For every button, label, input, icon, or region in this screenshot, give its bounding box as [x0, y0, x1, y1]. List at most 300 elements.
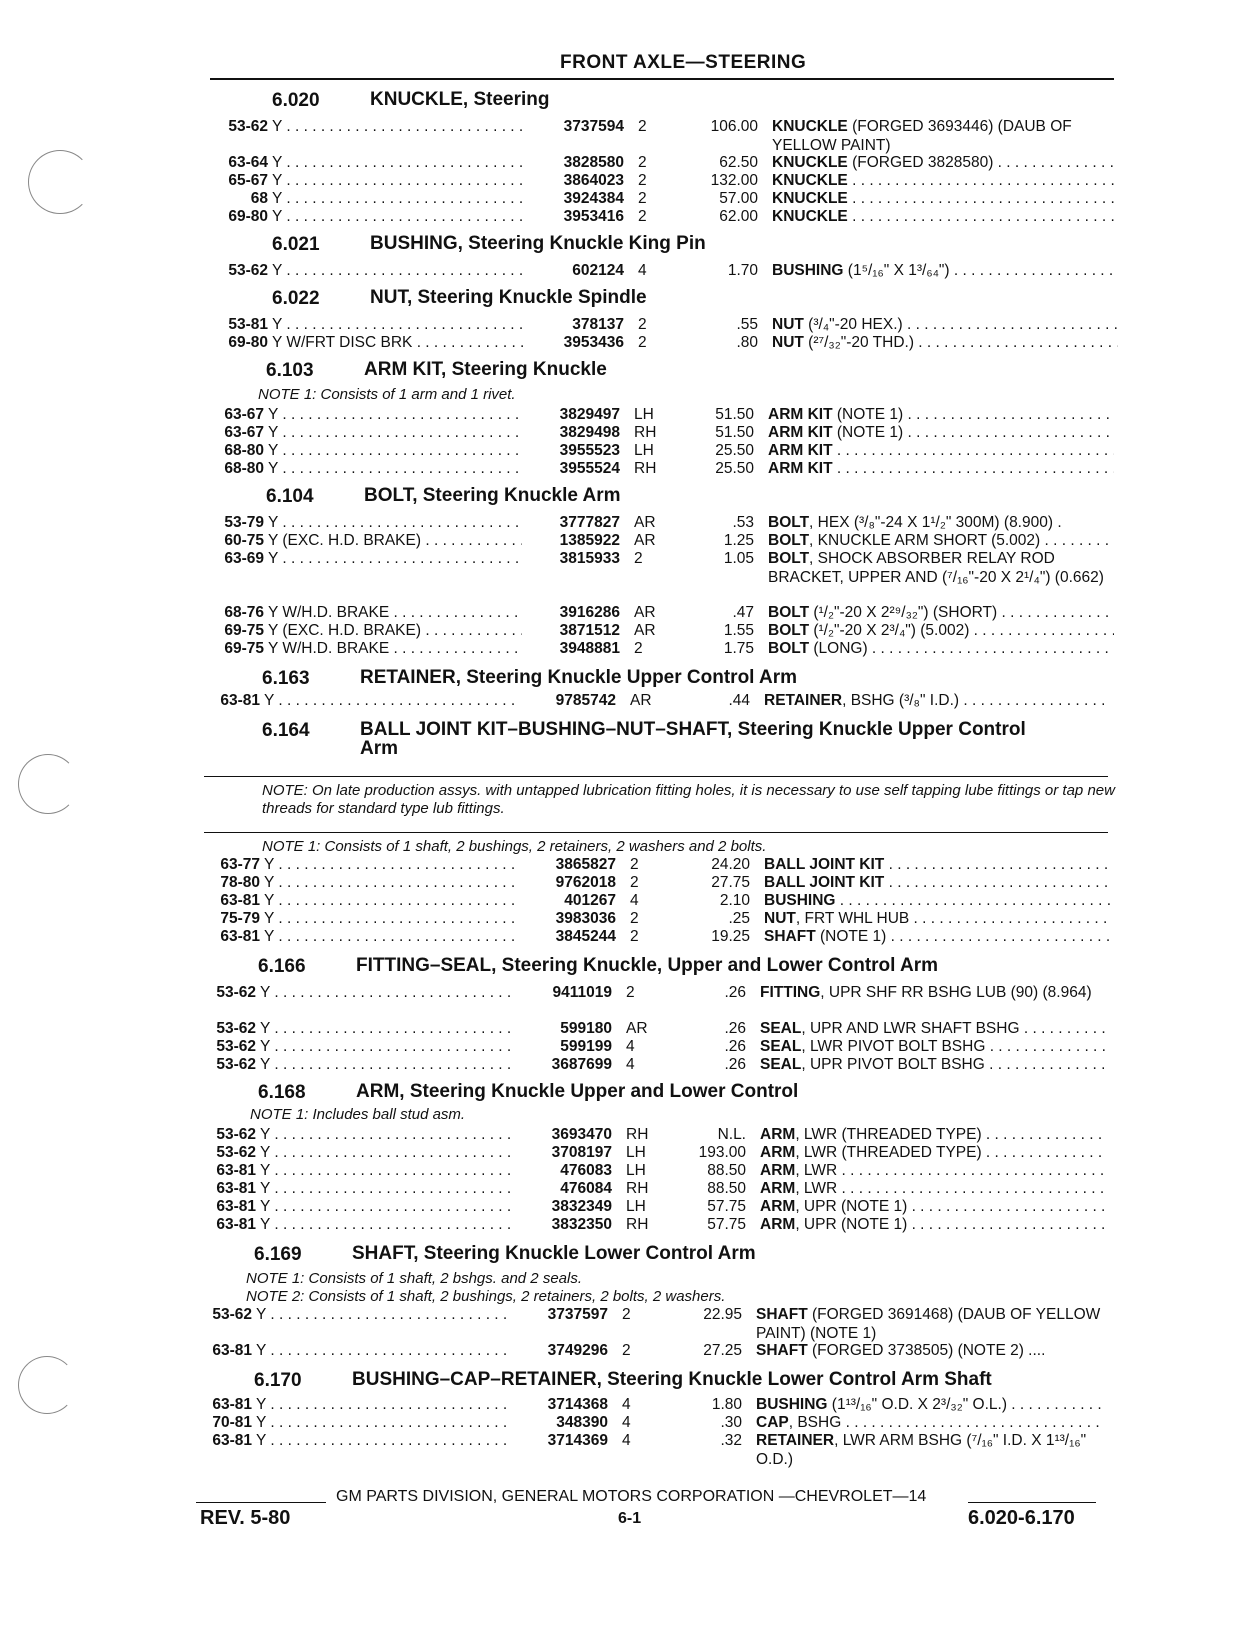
model-years: 60-75: [224, 532, 264, 549]
parts-row: [206, 316, 1126, 335]
model-years: 53-62: [216, 1144, 256, 1161]
quantity: LH: [626, 1162, 646, 1179]
parts-row: [202, 550, 1122, 586]
part-description: [768, 640, 1114, 659]
list-price: .47: [732, 604, 754, 621]
parts-row: [202, 514, 1122, 533]
part-description: [760, 1056, 1106, 1075]
part-description: [760, 984, 1106, 1003]
part-name: BOLT: [768, 550, 810, 567]
part-name: BOLT: [768, 514, 810, 531]
quantity: 4: [630, 892, 639, 909]
part-name: SEAL: [760, 1056, 802, 1073]
part-number: 3708197: [551, 1144, 612, 1161]
part-spec: (1¹³/₁₆" O.D. X 2³/₃₂" O.L.): [827, 1396, 1007, 1413]
model-applicability: Y . . .: [264, 928, 518, 947]
parts-row: [202, 532, 1122, 551]
part-name: SHAFT: [756, 1342, 808, 1359]
list-price: 51.50: [715, 406, 754, 423]
model-applicability: Y . . .: [268, 550, 522, 569]
model-applicability: Y . . .: [272, 190, 526, 209]
part-name: ARM KIT: [768, 460, 833, 477]
quantity: 2: [630, 910, 639, 927]
model-applicability: Y . . .: [272, 316, 526, 335]
part-name: BOLT: [768, 622, 810, 639]
quantity: AR: [626, 1020, 648, 1037]
part-spec: , UPR PIVOT BOLT BSHG: [801, 1056, 985, 1073]
part-name: ARM: [760, 1180, 796, 1197]
model-years: 69-75: [224, 622, 264, 639]
quantity: RH: [626, 1180, 649, 1197]
parts-row: [198, 928, 1118, 947]
part-name: BOLT: [768, 604, 810, 621]
quantity: 2: [622, 1342, 631, 1359]
page-title: FRONT AXLE—STEERING: [560, 52, 807, 73]
section-number: 6.164: [262, 720, 310, 741]
part-spec: (²⁷/₃₂"-20 THD.): [803, 334, 914, 351]
list-price: 27.25: [703, 1342, 742, 1359]
part-description: [772, 334, 1118, 353]
model-years: 68-80: [224, 442, 264, 459]
part-description: [764, 910, 1110, 929]
part-spec: , LWR PIVOT BOLT BSHG: [801, 1038, 986, 1055]
model-years: 53-79: [224, 514, 264, 531]
parts-row: [194, 1126, 1114, 1145]
list-price: .26: [724, 984, 746, 1001]
part-name: ARM KIT: [768, 406, 833, 423]
section-header: [262, 668, 797, 690]
model-applicability: Y . . .: [260, 1162, 514, 1181]
model-years: 63-81: [216, 1162, 256, 1179]
section-number: 6.104: [266, 486, 314, 507]
parts-row: [206, 154, 1126, 173]
part-name: KNUCKLE: [772, 154, 848, 171]
quantity: 2: [638, 118, 647, 135]
part-description: [772, 316, 1118, 335]
section-number: 6.021: [272, 234, 320, 255]
parts-row: [198, 910, 1118, 929]
part-spec: , KNUCKLE ARM SHORT (5.002): [809, 532, 1041, 549]
quantity: 2: [638, 154, 647, 171]
model-applicability: Y (EXC. H.D. BRAKE) . . .: [268, 622, 522, 641]
model-applicability: Y . . .: [272, 118, 526, 137]
parts-row: [206, 190, 1126, 209]
part-name: SEAL: [760, 1038, 802, 1055]
part-name: NUT: [764, 910, 796, 927]
part-number: 3714369: [547, 1432, 608, 1449]
part-description: [756, 1432, 1102, 1469]
part-name: RETAINER: [764, 692, 843, 709]
part-name: RETAINER: [756, 1432, 835, 1449]
section-range: 6.020-6.170: [968, 1507, 1075, 1529]
model-years: 63-81: [220, 692, 260, 709]
part-description: [768, 442, 1114, 461]
part-description: [764, 892, 1110, 911]
parts-row: [194, 1020, 1114, 1039]
part-description: [760, 1162, 1106, 1181]
part-spec: (¹/₂"-20 X 2³/₄") (5.002): [809, 622, 970, 639]
part-description: [760, 1180, 1106, 1199]
part-spec: , UPR AND LWR SHAFT BSHG: [801, 1020, 1020, 1037]
part-spec: (FORGED 3828580): [847, 154, 994, 171]
parts-row: [194, 1162, 1114, 1181]
part-number: 3916286: [559, 604, 620, 621]
model-years: 69-80: [228, 334, 268, 351]
model-applicability: Y . . .: [256, 1432, 510, 1451]
list-price: 2.10: [719, 892, 750, 909]
model-years: 63-81: [212, 1396, 252, 1413]
model-years: 63-81: [216, 1198, 256, 1215]
section-note: NOTE 1: Consists of 1 shaft, 2 bshgs. and 2 seals.: [246, 1270, 582, 1287]
model-applicability: Y . . .: [260, 1126, 514, 1145]
quantity: 4: [638, 262, 647, 279]
parts-row: [202, 442, 1122, 461]
part-number: 3829497: [559, 406, 620, 423]
quantity: RH: [634, 460, 657, 477]
list-price: .80: [736, 334, 758, 351]
section-header: [266, 486, 621, 508]
model-applicability: Y . . .: [260, 1056, 514, 1075]
section-title: KNUCKLE, Steering: [370, 89, 550, 110]
part-name: ARM KIT: [768, 442, 833, 459]
part-name: KNUCKLE: [772, 208, 848, 225]
part-spec: , UPR SHF RR BSHG LUB (90) (8.964): [820, 984, 1092, 1001]
parts-row: [202, 622, 1122, 641]
model-years: 69-75: [224, 640, 264, 657]
part-name: KNUCKLE: [772, 118, 848, 135]
quantity: 2: [638, 334, 647, 351]
part-description: [756, 1414, 1102, 1433]
quantity: 4: [626, 1038, 635, 1055]
quantity: 2: [622, 1306, 631, 1323]
punch-hole-mark: [18, 1356, 76, 1414]
part-number: 3737594: [563, 118, 624, 135]
model-applicability: Y . . .: [268, 460, 522, 479]
quantity: 2: [630, 928, 639, 945]
list-price: 22.95: [703, 1306, 742, 1323]
page-number: 6-1: [618, 1510, 642, 1527]
part-name: BOLT: [768, 640, 810, 657]
quantity: AR: [634, 622, 656, 639]
quantity: 4: [622, 1396, 631, 1413]
model-applicability: Y . . .: [268, 442, 522, 461]
model-applicability: Y . . .: [268, 406, 522, 425]
section-title: ARM KIT, Steering Knuckle: [364, 359, 607, 380]
section-title: RETAINER, Steering Knuckle Upper Control Arm: [360, 667, 798, 688]
part-spec: (NOTE 1): [832, 406, 904, 423]
parts-row: [194, 1216, 1114, 1235]
model-applicability: Y . . .: [260, 1180, 514, 1199]
part-number: 3871512: [559, 622, 620, 639]
model-applicability: Y . . .: [260, 1144, 514, 1163]
model-years: 63-81: [212, 1432, 252, 1449]
section-note: NOTE 2: Consists of 1 shaft, 2 bushings, 2 retainers, 2 bolts, 2 washers.: [246, 1288, 726, 1305]
quantity: AR: [634, 532, 656, 549]
parts-row: [198, 892, 1118, 911]
model-years: 53-62: [212, 1306, 252, 1323]
parts-row: [206, 262, 1126, 281]
part-description: [772, 172, 1118, 191]
quantity: AR: [630, 692, 652, 709]
section-number: 6.170: [254, 1370, 302, 1391]
model-years: 53-62: [228, 262, 268, 279]
model-years: 63-67: [224, 406, 264, 423]
part-description: [764, 874, 1110, 893]
section-number: 6.103: [266, 360, 314, 381]
model-years: 63-81: [212, 1342, 252, 1359]
list-price: 25.50: [715, 442, 754, 459]
part-name: KNUCKLE: [772, 190, 848, 207]
model-applicability: Y . . .: [264, 856, 518, 875]
section-number: 6.166: [258, 956, 306, 977]
quantity: 2: [634, 550, 643, 567]
part-name: FITTING: [760, 984, 821, 1001]
part-spec: (NOTE 1): [815, 928, 887, 945]
section-header: [262, 720, 1060, 758]
part-number: 401267: [564, 892, 616, 909]
part-number: 476083: [560, 1162, 612, 1179]
model-years: 53-81: [228, 316, 268, 333]
quantity: LH: [634, 442, 654, 459]
section-header: [258, 956, 938, 978]
parts-row: [198, 856, 1118, 875]
list-price: 62.00: [719, 208, 758, 225]
part-name: SEAL: [760, 1020, 802, 1037]
model-applicability: Y . . .: [272, 208, 526, 227]
quantity: RH: [634, 424, 657, 441]
part-name: ARM KIT: [768, 424, 833, 441]
quantity: 2: [630, 856, 639, 873]
model-applicability: Y . . .: [256, 1414, 510, 1433]
model-applicability: Y W/H.D. BRAKE . . .: [268, 604, 522, 623]
model-years: 53-62: [216, 984, 256, 1001]
parts-row: [194, 1180, 1114, 1199]
part-number: 3865827: [555, 856, 616, 873]
model-years: 53-62: [216, 1020, 256, 1037]
list-price: 25.50: [715, 460, 754, 477]
part-number: 3777827: [559, 514, 620, 531]
punch-hole-mark: [18, 754, 78, 814]
part-spec: (¹/₂"-20 X 2²⁹/₃₂") (SHORT): [809, 604, 998, 621]
section-header: [272, 234, 706, 256]
model-years: 63-81: [216, 1216, 256, 1233]
model-years: 63-67: [224, 424, 264, 441]
model-years: 75-79: [220, 910, 260, 927]
list-price: 88.50: [707, 1162, 746, 1179]
section-number: 6.020: [272, 90, 320, 111]
list-price: 27.75: [711, 874, 750, 891]
part-description: [768, 424, 1114, 443]
list-price: 57.75: [707, 1198, 746, 1215]
quantity: AR: [634, 604, 656, 621]
section-header: [254, 1244, 756, 1266]
part-description: [764, 856, 1110, 875]
list-price: 1.80: [711, 1396, 742, 1413]
model-applicability: Y . . .: [272, 262, 526, 281]
section-title: BUSHING, Steering Knuckle King Pin: [370, 233, 706, 254]
model-years: 68: [250, 190, 268, 207]
model-applicability: Y (EXC. H.D. BRAKE) . . .: [268, 532, 522, 551]
part-spec: (1⁵/₁₆" X 1³/₆₄"): [843, 262, 950, 279]
lubrication-note: NOTE: On late production assys. with untapped lubrication fitting holes, it is necessary to use self tapping lube fittings or tap new threads for standard type lub fittings.: [262, 782, 1115, 817]
part-spec: (FORGED 3738505) (NOTE 2) ....: [807, 1342, 1046, 1359]
parts-row: [202, 640, 1122, 659]
quantity: 2: [638, 208, 647, 225]
part-name: ARM: [760, 1216, 796, 1233]
revision-label: REV. 5-80: [200, 1507, 291, 1529]
part-description: [756, 1396, 1102, 1415]
part-spec: (LONG): [809, 640, 868, 657]
part-spec: , BSHG: [788, 1414, 842, 1431]
part-description: [772, 190, 1118, 209]
parts-row: [206, 118, 1126, 154]
part-description: [768, 550, 1114, 587]
parts-row: [194, 984, 1114, 1003]
model-applicability: Y W/H.D. BRAKE . . .: [268, 640, 522, 659]
list-price: N.L.: [717, 1126, 746, 1143]
part-number: 599199: [560, 1038, 612, 1055]
section-title: ARM, Steering Knuckle Upper and Lower Control: [356, 1081, 799, 1102]
quantity: 2: [626, 984, 635, 1001]
list-price: 62.50: [719, 154, 758, 171]
parts-row: [206, 208, 1126, 227]
part-number: 3828580: [563, 154, 624, 171]
list-price: 1.75: [723, 640, 754, 657]
part-number: 3955524: [559, 460, 620, 477]
section-note: NOTE 1: Consists of 1 arm and 1 rivet.: [258, 386, 516, 403]
part-description: [760, 1038, 1106, 1057]
part-number: 3815933: [559, 550, 620, 567]
part-number: 3955523: [559, 442, 620, 459]
section-title: SHAFT, Steering Knuckle Lower Control Arm: [352, 1243, 756, 1264]
quantity: 2: [634, 640, 643, 657]
part-description: [768, 604, 1114, 623]
part-spec: , LWR (THREADED TYPE): [795, 1126, 982, 1143]
part-number: 3693470: [551, 1126, 612, 1143]
model-applicability: Y . . .: [260, 1216, 514, 1235]
part-spec: , UPR (NOTE 1): [795, 1216, 908, 1233]
part-description: [756, 1306, 1102, 1343]
part-spec: , HEX (³/₈"-24 X 1¹/₂" 300M) (8.900) .: [809, 514, 1062, 531]
list-price: 106.00: [710, 118, 758, 135]
model-years: 53-62: [216, 1056, 256, 1073]
part-description: [760, 1144, 1106, 1163]
section-title: BALL JOINT KIT–BUSHING–NUT–SHAFT, Steering Knuckle Upper Control Arm: [360, 719, 1026, 759]
model-applicability: Y . . .: [260, 1038, 514, 1057]
part-name: NUT: [772, 334, 804, 351]
part-description: [768, 406, 1114, 425]
list-price: .44: [728, 692, 750, 709]
quantity: LH: [626, 1198, 646, 1215]
model-years: 53-62: [216, 1038, 256, 1055]
list-price: 57.75: [707, 1216, 746, 1233]
model-years: 70-81: [212, 1414, 252, 1431]
model-years: 63-81: [220, 928, 260, 945]
model-years: 78-80: [220, 874, 260, 891]
model-years: 63-69: [224, 550, 264, 567]
list-price: 1.05: [723, 550, 754, 567]
part-number: 599180: [560, 1020, 612, 1037]
part-number: 602124: [572, 262, 624, 279]
parts-row: [194, 1038, 1114, 1057]
part-number: 1385922: [559, 532, 620, 549]
model-years: 69-80: [228, 208, 268, 225]
parts-row: [198, 874, 1118, 893]
part-name: ARM: [760, 1126, 796, 1143]
part-spec: (NOTE 1): [832, 424, 904, 441]
model-years: 63-81: [220, 892, 260, 909]
part-description: [760, 1198, 1106, 1217]
list-price: .26: [724, 1056, 746, 1073]
model-applicability: Y . . .: [268, 514, 522, 533]
part-number: 3953436: [563, 334, 624, 351]
parts-row: [194, 1144, 1114, 1163]
quantity: 4: [622, 1414, 631, 1431]
part-spec: , FRT WHL HUB: [795, 910, 910, 927]
list-price: .53: [732, 514, 754, 531]
part-name: ARM: [760, 1198, 796, 1215]
part-number: 3948881: [559, 640, 620, 657]
footer-rule-left: [196, 1502, 326, 1503]
model-applicability: Y . . .: [260, 1198, 514, 1217]
quantity: LH: [634, 406, 654, 423]
part-description: [772, 208, 1118, 227]
list-price: 24.20: [711, 856, 750, 873]
part-number: 3737597: [547, 1306, 608, 1323]
part-description: [768, 460, 1114, 479]
model-years: 53-62: [216, 1126, 256, 1143]
part-number: 3832349: [551, 1198, 612, 1215]
part-description: [764, 692, 1110, 711]
part-spec: , LWR (THREADED TYPE): [795, 1144, 982, 1161]
list-price: 51.50: [715, 424, 754, 441]
model-applicability: Y . . .: [256, 1396, 510, 1415]
part-number: 9762018: [555, 874, 616, 891]
model-applicability: Y . . .: [260, 1020, 514, 1039]
model-applicability: Y . . .: [260, 984, 514, 1003]
section-header: [258, 1082, 798, 1104]
list-price: 88.50: [707, 1180, 746, 1197]
part-number: 3832350: [551, 1216, 612, 1233]
quantity: RH: [626, 1216, 649, 1233]
part-number: 378137: [572, 316, 624, 333]
list-price: 193.00: [698, 1144, 746, 1161]
section-header: [254, 1370, 992, 1392]
parts-row: [190, 1396, 1110, 1415]
model-years: 63-64: [228, 154, 268, 171]
list-price: 19.25: [711, 928, 750, 945]
parts-row: [194, 1056, 1114, 1075]
part-description: [760, 1216, 1106, 1235]
list-price: 132.00: [710, 172, 758, 189]
punch-hole-mark: [28, 150, 92, 214]
part-name: NUT: [772, 316, 804, 333]
part-spec: , BSHG (³/₈" I.D.): [842, 692, 960, 709]
section-title: BOLT, Steering Knuckle Arm: [364, 485, 621, 506]
parts-row: [194, 1198, 1114, 1217]
part-number: 3953416: [563, 208, 624, 225]
model-years: 68-76: [224, 604, 264, 621]
quantity: 2: [638, 172, 647, 189]
part-name: SHAFT: [756, 1306, 808, 1323]
part-number: 3924384: [563, 190, 624, 207]
parts-row: [190, 1414, 1110, 1433]
section-header: [272, 90, 549, 112]
model-applicability: Y . . .: [272, 172, 526, 191]
part-description: [768, 514, 1114, 533]
part-name: BUSHING: [764, 892, 836, 909]
model-years: 63-81: [216, 1180, 256, 1197]
